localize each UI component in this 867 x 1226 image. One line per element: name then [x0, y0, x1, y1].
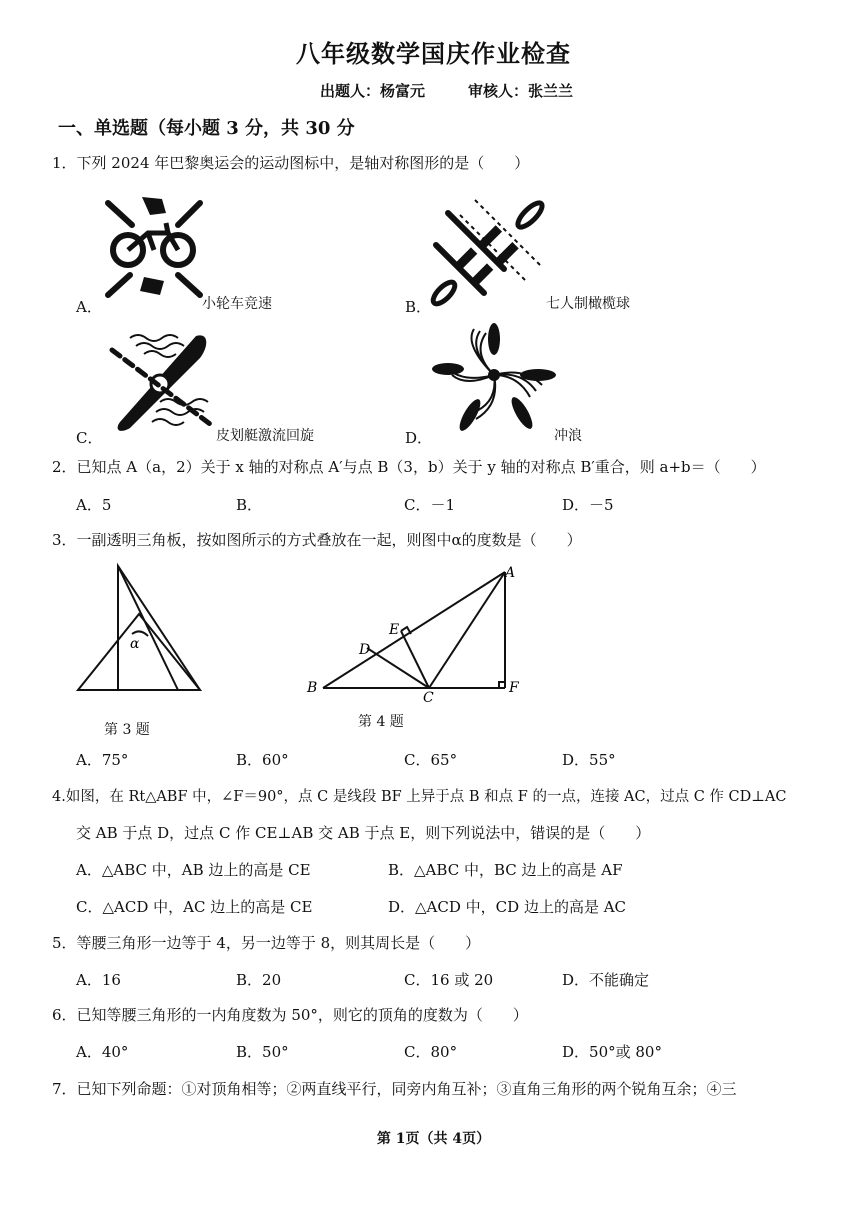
fig3-caption: 第 3 题 — [104, 722, 150, 738]
q2-option-d: D．－5 — [562, 496, 614, 514]
q1-option-d-letter: D． — [405, 429, 433, 447]
q2-option-b: B． — [236, 496, 263, 514]
fig4-label-d: D — [359, 642, 371, 658]
question-7-stem: 7．已知下列命题：①对顶角相等；②两直线平行，同旁内角互补；③直角三角形的两个锐角互余；④三 — [52, 1080, 737, 1098]
fig4-label-b: B — [307, 680, 318, 696]
question-2-stem: 2．已知点 A（a，2）关于 x 轴的对称点 A′与点 B（3，b）关于 y 轴的对称点 B′重合，则 a+b＝（ ） — [52, 458, 766, 476]
section-heading: 一、单选题（每小题 3 分，共 30 分 — [58, 118, 355, 139]
q1-option-b-caption: 七人制橄榄球 — [546, 296, 630, 312]
q2-option-a: A．5 — [76, 496, 112, 514]
question-3-stem: 3．一副透明三角板，按如图所示的方式叠放在一起，则图中α的度数是（ ） — [52, 531, 582, 549]
q4-option-b: B．△ABC 中，BC 边上的高是 AF — [388, 861, 623, 879]
q4-option-c: C．△ACD 中，AC 边上的高是 CE — [76, 898, 313, 916]
fig4-label-f: F — [509, 680, 519, 696]
q6-option-a: A．40° — [76, 1043, 129, 1061]
q1-option-a-letter: A． — [76, 298, 102, 316]
q1-option-c-letter: C． — [76, 429, 103, 447]
setter-name: 出题人：杨富元 — [320, 82, 426, 100]
figure-question-4 — [305, 562, 530, 706]
q3-option-d: D．55° — [562, 751, 616, 769]
question-4-line-2: 交 AB 于点 D，过点 C 作 CE⊥AB 交 AB 于点 E，则下列说法中，错误的是（ ） — [76, 824, 651, 842]
fig4-label-e: E — [389, 622, 400, 638]
fig3-alpha-label: α — [130, 636, 140, 652]
q3-option-c: C．65° — [404, 751, 458, 769]
q5-option-b: B．20 — [236, 971, 282, 989]
figure-question-3 — [74, 562, 206, 698]
q1-option-a-caption: 小轮车竞速 — [202, 296, 272, 312]
q4-option-d: D．△ACD 中，CD 边上的高是 AC — [388, 898, 627, 916]
rugby-sevens-icon — [430, 195, 550, 307]
page-title: 八年级数学国庆作业检查 — [296, 39, 571, 68]
surfing-icon — [432, 325, 557, 440]
fig4-label-c: C — [423, 690, 434, 706]
reviewer-name: 审核人：张兰兰 — [468, 82, 574, 100]
q6-option-b: B．50° — [236, 1043, 289, 1061]
bmx-racing-icon — [100, 195, 210, 305]
q5-option-d: D．不能确定 — [562, 971, 650, 989]
fig4-caption: 第 4 题 — [358, 714, 404, 730]
q6-option-d: D．50°或 80° — [562, 1043, 662, 1061]
q1-option-d-caption: 冲浪 — [554, 428, 582, 444]
question-5-stem: 5．等腰三角形一边等于 4，另一边等于 8，则其周长是（ ） — [52, 934, 481, 952]
q1-option-b-letter: B． — [405, 298, 432, 316]
question-1-stem: 1．下列 2024 年巴黎奥运会的运动图标中，是轴对称图形的是（ ） — [52, 154, 530, 172]
q3-option-b: B．60° — [236, 751, 289, 769]
q4-option-a: A．△ABC 中，AB 边上的高是 CE — [76, 861, 311, 879]
canoe-slalom-icon — [100, 330, 225, 435]
q5-option-a: A．16 — [76, 971, 121, 989]
question-6-stem: 6．已知等腰三角形的一内角度数为 50°，则它的顶角的度数为（ ） — [52, 1006, 528, 1024]
q5-option-c: C．16 或 20 — [404, 971, 494, 989]
q2-option-c: C．－1 — [404, 496, 456, 514]
page-footer: 第 1页（共 4页） — [376, 1131, 491, 1147]
question-4-line-1: 4.如图，在 Rt△ABF 中，∠F＝90°，点 C 是线段 BF 上异于点 B 和点 F 的一点，连接 AC，过点 C 作 CD⊥AC — [52, 789, 787, 805]
q3-option-a: A．75° — [76, 751, 129, 769]
q6-option-c: C．80° — [404, 1043, 458, 1061]
fig4-label-a: A — [505, 565, 516, 581]
q1-option-c-caption: 皮划艇激流回旋 — [216, 428, 314, 444]
